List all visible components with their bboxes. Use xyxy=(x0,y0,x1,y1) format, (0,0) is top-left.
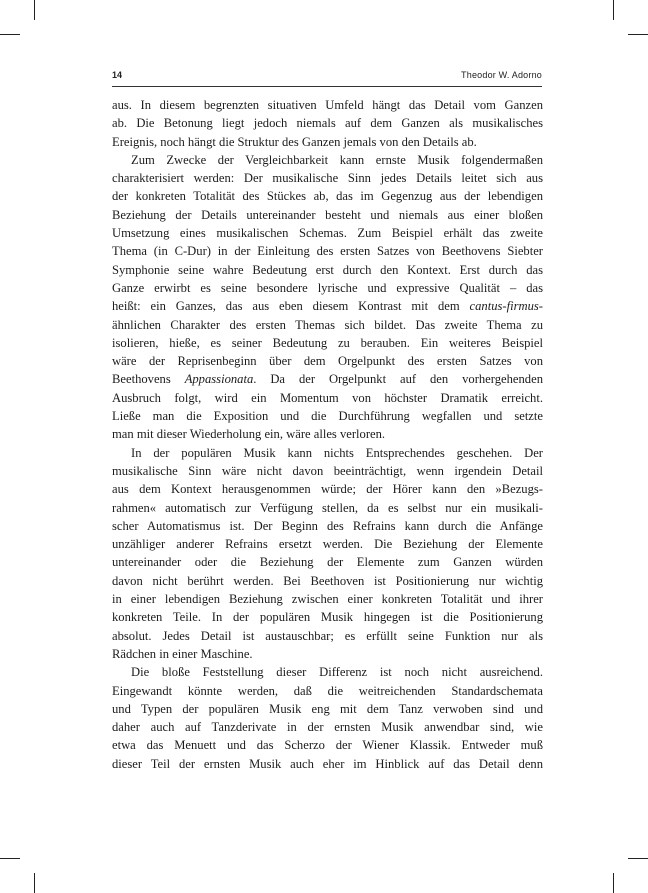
text-line-content: Die bloße Feststellung dieser Differenz ist noch nicht ausreichend. xyxy=(131,665,543,680)
text-line xyxy=(112,297,543,315)
text-line xyxy=(112,444,543,462)
text-line-content: dieser Teil der ernsten Musik auch eher im Hinblick auf das Detail denn xyxy=(112,756,543,771)
text-line xyxy=(112,700,543,718)
text-line xyxy=(112,553,543,571)
text-line-content: in einer lebendigen Beziehung zwischen einer konkreten Totalität und ihrer xyxy=(112,592,543,607)
text-line xyxy=(112,206,543,224)
text-line xyxy=(112,517,543,535)
crop-mark-bottom-left-horizontal xyxy=(0,858,20,859)
text-line-content: etwa das Menuett und das Scherzo der Wiener Klassik. Entweder muß xyxy=(112,738,543,753)
text-line xyxy=(112,151,543,169)
text-line xyxy=(112,334,543,352)
text-line-content: ab. Die Betonung liegt jedoch niemals auf dem Ganzen als musikalisches xyxy=(112,116,543,131)
crop-mark-bottom-right-horizontal xyxy=(628,858,648,859)
text-line-content: isolieren, hieße, es seiner Bedeutung zu berauben. Ein weiteres Beispiel xyxy=(112,335,543,350)
text-line-content: daher auch auf Tanzderivate in der ernsten Musik anwendbar sind, wie xyxy=(112,720,543,735)
text-line-content: aus dem Kontext herausgenommen würde; der Hörer kann den »Bezugs- xyxy=(112,482,543,497)
text-line-content: absolut. Jedes Detail ist austauschbar; es erfüllt seine Funktion nur als xyxy=(112,628,543,643)
text-line-content: Rädchen in einer Maschine. xyxy=(112,646,253,661)
text-line xyxy=(112,169,543,187)
text-line-content: rahmen« automatisch zur Verfügung stellen, da es selbst nur ein musikali- xyxy=(112,500,543,515)
text-line xyxy=(112,682,543,700)
header-rule xyxy=(112,86,542,87)
running-header xyxy=(112,70,542,84)
page-number: 14 xyxy=(112,70,123,80)
text-line xyxy=(112,133,543,151)
text-line-content: man mit dieser Wiederholung ein, wäre alles verloren. xyxy=(112,427,386,442)
text-line xyxy=(112,572,543,590)
text-line xyxy=(112,187,543,205)
text-line-content: konkreten Teile. In der populären Musik hingegen ist die Positionierung xyxy=(112,610,543,625)
text-line xyxy=(112,279,543,297)
text-line-content: Eingewandt könnte werden, daß die weitreichenden Standardschemata xyxy=(112,683,543,698)
text-line-content: der konkreten Totalität des Stückes ab, das im Gegenzug aus der lebendigen xyxy=(112,189,543,204)
text-line-content: unzähliger anderer Refrains ersetzt werden. Die Beziehung der Elemente xyxy=(112,537,543,552)
text-line xyxy=(112,608,543,626)
text-line xyxy=(112,96,543,114)
text-line xyxy=(112,462,543,480)
text-line-content: Zum Zwecke der Vergleichbarkeit kann ernste Musik folgendermaßen xyxy=(131,152,543,167)
text-line xyxy=(112,663,543,681)
text-line-content: heißt: ein Ganzes, das aus eben diesem Kontrast mit dem xyxy=(112,299,470,314)
text-line-content: davon nicht berührt werden. Bei Beethoven ist Positionierung nur wichtig xyxy=(112,573,543,588)
text-line-content: Beethovens xyxy=(112,372,185,387)
text-line xyxy=(112,499,543,517)
text-line-content: Ausbruch folgt, wird ein Momentum von höchster Dramatik erreicht. xyxy=(112,390,543,405)
text-line xyxy=(112,718,543,736)
text-line xyxy=(112,352,543,370)
text-line-content: ähnlichen Charakter des ersten Themas sich bildet. Das zweite Thema zu xyxy=(112,317,543,332)
text-line xyxy=(112,370,543,388)
text-line-content: und Typen der populären Musik eng mit dem Tanz verwoben sind und xyxy=(112,701,543,716)
text-line-content: Thema (in C-Dur) in der Einleitung des ersten Satzes von Beethovens Siebter xyxy=(112,244,543,259)
text-line xyxy=(112,627,543,645)
text-line xyxy=(112,590,543,608)
text-line-content: musikalische Sinn wäre nicht davon beeinträchtigt, wenn irgendein Detail xyxy=(112,463,543,478)
italic-term: cantus-firmus- xyxy=(469,299,543,314)
text-line-content: Umsetzung eines musikalischen Schemas. Zum Beispiel erhält das zweite xyxy=(112,226,543,241)
text-line xyxy=(112,242,543,260)
text-line xyxy=(112,316,543,334)
crop-mark-top-right-horizontal xyxy=(628,34,648,35)
crop-mark-bottom-left-vertical xyxy=(34,873,35,893)
text-line xyxy=(112,755,543,773)
text-line xyxy=(112,480,543,498)
crop-mark-top-left-horizontal xyxy=(0,34,20,35)
crop-mark-top-left-vertical xyxy=(34,0,35,20)
running-head-author: Theodor W. Adorno xyxy=(461,70,542,80)
text-line xyxy=(112,224,543,242)
text-line-continuation: . Da der Orgelpunkt auf den vorhergehenden xyxy=(253,372,543,387)
text-line xyxy=(112,261,543,279)
text-line xyxy=(112,736,543,754)
crop-mark-top-right-vertical xyxy=(613,0,614,20)
crop-mark-bottom-right-vertical xyxy=(613,873,614,893)
italic-term: Appassionata xyxy=(184,372,254,387)
text-line-content: Ließe man die Exposition und die Durchführung wegfallen und setzte xyxy=(112,409,543,424)
text-line-content: scher Automatismus ist. Der Beginn des Refrains kann durch die Anfänge xyxy=(112,518,543,533)
text-line-content: charakterisiert werden: Der musikalische Sinn jedes Details leitet sich aus xyxy=(112,171,543,186)
text-line xyxy=(112,425,543,443)
text-line-content: aus. In diesem begrenzten situativen Umfeld hängt das Detail vom Ganzen xyxy=(112,98,543,112)
text-line-content: In der populären Musik kann nichts Entsprechendes geschehen. Der xyxy=(131,445,543,460)
text-line xyxy=(112,645,543,663)
text-line-content: Ereignis, noch hängt die Struktur des Ganzen jemals von den Details ab. xyxy=(112,134,477,149)
text-line xyxy=(112,535,543,553)
text-line-content: untereinander oder die Beziehung der Elemente zum Ganzen würden xyxy=(112,555,543,570)
text-line-content: Ganze erwirbt es seine besondere lyrische und expressive Qualität – das xyxy=(112,280,543,295)
text-line-content: wäre der Reprisenbeginn über dem Orgelpunkt des ersten Satzes von xyxy=(112,354,543,369)
text-line-content: Symphonie seine wahre Bedeutung erst durch den Kontext. Erst durch das xyxy=(112,262,543,277)
text-line xyxy=(112,407,543,425)
text-line xyxy=(112,114,543,132)
text-line xyxy=(112,389,543,407)
body-text xyxy=(112,96,543,773)
text-line-content: Beziehung der Details untereinander besteht und niemals aus einer bloßen xyxy=(112,207,543,222)
